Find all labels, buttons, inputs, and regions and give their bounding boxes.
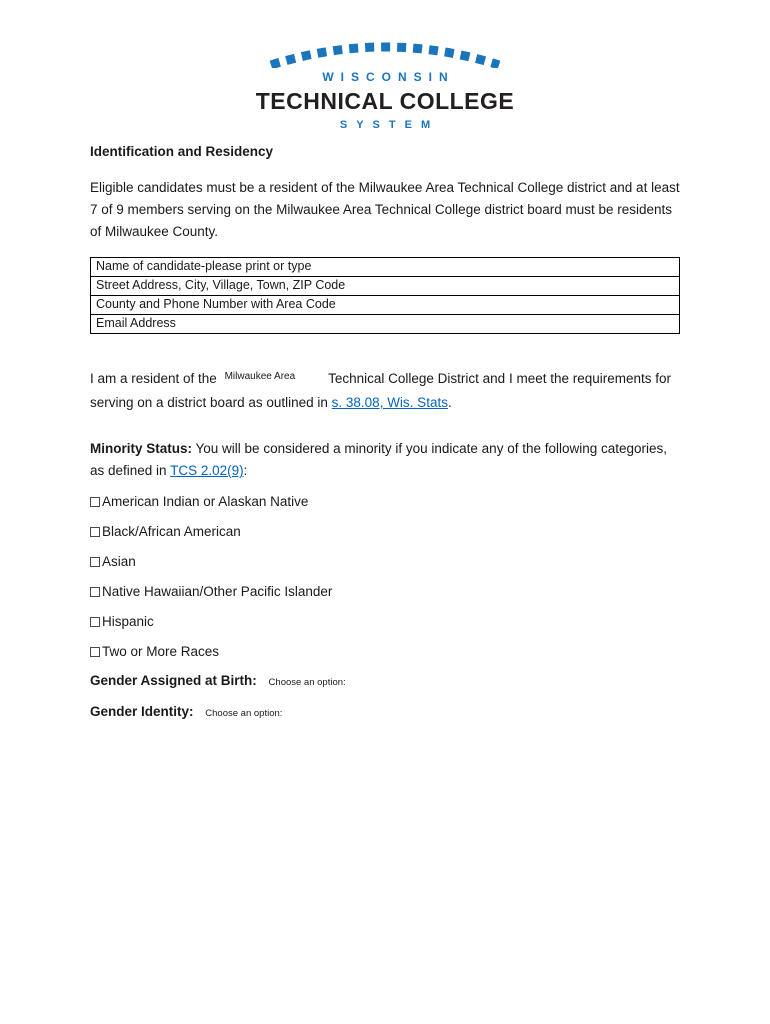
checkbox-icon[interactable] [90, 587, 100, 597]
checkbox-black-african-american[interactable] [90, 521, 680, 542]
minority-status-label: Minority Status: [90, 441, 193, 456]
checkbox-label: Asian [102, 554, 136, 569]
district-field[interactable]: Milwaukee Area [224, 371, 296, 382]
table-row-name[interactable] [91, 258, 680, 277]
checkbox-icon[interactable] [90, 497, 100, 507]
minority-status-paragraph [90, 438, 680, 482]
residency-line1-rest: Technical College District and I meet the requirements for [328, 371, 672, 386]
checkbox-label: American Indian or Alaskan Native [102, 494, 309, 509]
checkbox-label: Black/African American [102, 524, 241, 539]
section-heading: Identification and Residency [90, 144, 274, 159]
intro-paragraph: Eligible candidates must be a resident of the Milwaukee Area Technical College district and at least 7 of 9 members serving on the Milwaukee Area Technical College district board must be residents of Milwaukee County. [90, 180, 680, 239]
checkbox-native-hawaiian-pacific-islander[interactable] [90, 581, 680, 602]
minority-status-colon: : [243, 463, 248, 478]
checkbox-hispanic[interactable] [90, 611, 680, 632]
gender-identity-row [90, 701, 680, 724]
residency-statement [90, 368, 680, 414]
candidate-table [90, 257, 680, 334]
gender-identity-dropdown[interactable]: Choose an option: [205, 708, 283, 719]
table-row-street-address[interactable] [91, 277, 680, 296]
form-content [90, 141, 680, 724]
table-cell-label[interactable]: County and Phone Number with Area Code [91, 296, 680, 315]
table-cell-label[interactable]: Email Address [91, 315, 680, 334]
checkbox-icon[interactable] [90, 557, 100, 567]
gender-assigned-label: Gender Assigned at Birth: [90, 673, 257, 688]
statute-link[interactable]: s. 38.08, Wis. Stats [331, 395, 448, 410]
logo-system-text: SYSTEM [339, 119, 440, 131]
gender-assigned-dropdown[interactable]: Choose an option: [268, 677, 346, 688]
residency-prefix: I am a resident of the [90, 371, 217, 386]
checkbox-icon[interactable] [90, 647, 100, 657]
logo-arc-icon [263, 38, 507, 68]
table-row-email[interactable] [91, 315, 680, 334]
table-cell-label[interactable]: Street Address, City, Village, Town, ZIP Code [91, 277, 680, 296]
minority-status-text: You will be considered a minority if you indicate any of the following categories, as defined in [90, 441, 668, 478]
checkbox-american-indian-or-alaskan-native[interactable] [90, 491, 680, 512]
logo-wisconsin-text: WISCONSIN [322, 70, 455, 84]
checkbox-asian[interactable] [90, 551, 680, 572]
gender-assigned-row [90, 670, 680, 693]
tcs-link[interactable]: TCS 2.02(9) [170, 463, 244, 478]
checkbox-label: Native Hawaiian/Other Pacific Islander [102, 584, 333, 599]
wtcs-logo [0, 0, 770, 131]
gender-identity-label: Gender Identity: [90, 704, 194, 719]
checkbox-label: Two or More Races [102, 644, 220, 659]
residency-line2: serving on a district board as outlined in [90, 395, 328, 410]
logo-name-text: TECHNICAL COLLEGE [255, 88, 515, 114]
checkbox-icon[interactable] [90, 617, 100, 627]
residency-period: . [447, 395, 452, 410]
checkbox-icon[interactable] [90, 527, 100, 537]
checkbox-two-or-more-races[interactable] [90, 641, 680, 662]
table-cell-label[interactable]: Name of candidate-please print or type [91, 258, 680, 277]
checkbox-label: Hispanic [102, 614, 154, 629]
table-row-county-phone[interactable] [91, 296, 680, 315]
